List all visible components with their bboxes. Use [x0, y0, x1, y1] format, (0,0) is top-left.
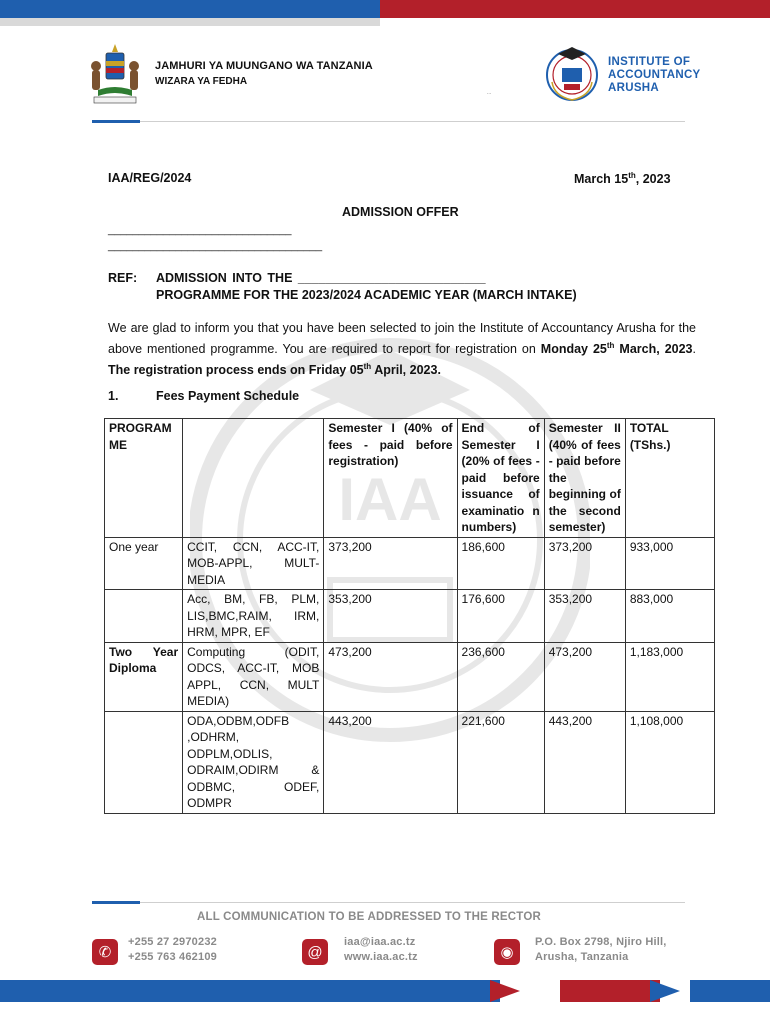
header-end-semester-1: End of Semester I (20% of fees - paid before issuance of examinatio n numbers) [457, 419, 544, 538]
iaa-logo [542, 42, 602, 104]
recipient-blank-line-1: ______________________________ [108, 224, 292, 236]
website-link[interactable]: www.iaa.ac.tz [344, 951, 418, 963]
address-line-2: Arusha, Tanzania [535, 951, 629, 963]
cell-semester-2: 373,200 [544, 537, 625, 590]
para-bold-4: April, 2023. [371, 363, 441, 378]
cell-programme [105, 590, 183, 643]
header-course [183, 419, 324, 538]
section-title: Fees Payment Schedule [156, 389, 300, 403]
cell-total: 883,000 [625, 590, 714, 643]
cell-semester-1: 373,200 [324, 537, 457, 590]
para-bold-1: Monday 25 [540, 342, 607, 357]
para-bold-2: March, 2023 [614, 342, 693, 357]
cell-course: ODA,ODBM,ODFB ,ODHRM, ODPLM,ODLIS, ODRAIM,ODIRM & ODBMC, ODEF, ODMPR [183, 711, 324, 813]
fees-table [104, 418, 715, 814]
small-mark: ... [487, 90, 492, 96]
letter-reference: IAA/REG/2024 [108, 171, 192, 185]
cell-programme: Two Year Diploma [105, 642, 183, 711]
email-link[interactable]: iaa@iaa.ac.tz [344, 936, 416, 948]
footer-divider-accent [92, 901, 140, 904]
letter-date [574, 171, 671, 186]
table-row [105, 642, 715, 711]
cell-semester-1: 473,200 [324, 642, 457, 711]
cell-total: 1,183,000 [625, 642, 714, 711]
ref-label: REF: [108, 271, 138, 285]
institute-name-line2: ACCOUNTANCY [608, 69, 701, 81]
header-divider [140, 121, 685, 122]
para-sup-1: th [606, 341, 615, 350]
section-number: 1. [108, 389, 119, 403]
government-name: JAMHURI YA MUUNGANO WA TANZANIA [155, 60, 373, 72]
location-pin-icon: ◉ [494, 939, 520, 965]
footer-phones [128, 935, 217, 965]
cell-semester-2: 443,200 [544, 711, 625, 813]
address-line-1: P.O. Box 2798, Njiro Hill, [535, 936, 667, 948]
recipient-blank-line-2: ___________________________________ [108, 240, 323, 252]
document-title: ADMISSION OFFER [342, 205, 459, 219]
ref-line-2: PROGRAMME FOR THE 2023/2024 ACADEMIC YEAR (MARCH INTAKE) [156, 288, 577, 302]
cell-total: 933,000 [625, 537, 714, 590]
footer-address [535, 935, 667, 965]
cell-programme: One year [105, 537, 183, 590]
institute-name-line1: INSTITUTE OF [608, 56, 691, 68]
cell-programme [105, 711, 183, 813]
header-programme: PROGRAM ME [105, 419, 183, 538]
para-sup-2: th [363, 362, 372, 372]
cell-total: 1,108,000 [625, 711, 714, 813]
institute-name [608, 56, 701, 95]
footer-title: ALL COMMUNICATION TO BE ADDRESSED TO THE RECTOR [197, 911, 541, 923]
date-prefix: March 15 [574, 172, 629, 187]
para-bold-3: The registration process ends on Friday 05 [108, 363, 364, 378]
header-divider-accent [92, 120, 140, 123]
cell-end-semester-1: 221,600 [457, 711, 544, 813]
footer-contacts [344, 935, 418, 965]
phone-number-1[interactable]: +255 27 2970232 [128, 936, 217, 948]
watermark-text: IAA [338, 466, 442, 533]
phone-number-2[interactable]: +255 763 462109 [128, 951, 217, 963]
para-text-1: We are glad to inform you that you have been selected to join the Institute of Accountancy Arusha for the above mentioned programme. You are required to report for registration on [108, 321, 696, 357]
table-row [105, 590, 715, 643]
cell-course: Acc, BM, FB, PLM, LIS,BMC,RAIM, IRM, HRM, MPR, EF [183, 590, 324, 643]
cell-end-semester-1: 186,600 [457, 537, 544, 590]
intro-paragraph [108, 320, 696, 379]
phone-icon: ✆ [92, 939, 118, 965]
ministry-name: WIZARA YA FEDHA [155, 76, 248, 87]
cell-course: CCIT, CCN, ACC-IT, MOB-APPL, MULT-MEDIA [183, 537, 324, 590]
table-header-row [105, 419, 715, 538]
top-blue-bar [0, 0, 380, 18]
coat-of-arms-logo [84, 40, 146, 106]
cell-semester-2: 353,200 [544, 590, 625, 643]
top-gray-bar [0, 18, 380, 26]
cell-semester-2: 473,200 [544, 642, 625, 711]
institute-name-line3: ARUSHA [608, 82, 659, 94]
header-semester-1: Semester I (40% of fees - paid before registration) [324, 419, 457, 538]
table-row [105, 537, 715, 590]
cell-course: Computing (ODIT, ODCS, ACC-IT, MOB APPL, CCN, MULT MEDIA) [183, 642, 324, 711]
cell-end-semester-1: 236,600 [457, 642, 544, 711]
table-row [105, 711, 715, 813]
date-year: , 2023 [635, 172, 671, 187]
para-text-2: . [692, 342, 696, 357]
bottom-decorative-band [0, 980, 770, 1024]
ref-line-1: ADMISSION INTO THE ___________________________ [156, 271, 486, 285]
at-sign-icon: @ [302, 939, 328, 965]
header-semester-2: Semester II (40% of fees - paid before the beginning of the second semester) [544, 419, 625, 538]
header-total: TOTAL (TShs.) [625, 419, 714, 538]
date-suffix-sup: th [628, 171, 636, 180]
footer-divider [140, 902, 685, 903]
top-red-bar [380, 0, 770, 18]
cell-semester-1: 443,200 [324, 711, 457, 813]
cell-end-semester-1: 176,600 [457, 590, 544, 643]
cell-semester-1: 353,200 [324, 590, 457, 643]
